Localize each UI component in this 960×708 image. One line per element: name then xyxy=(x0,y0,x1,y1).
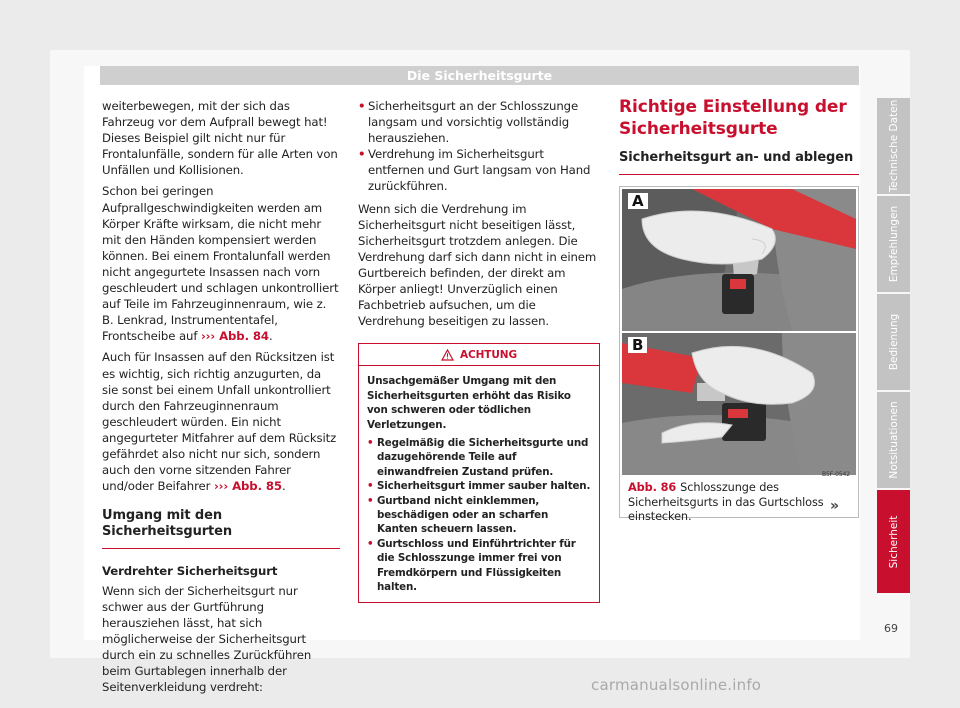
paragraph: weiterbewegen, mit der sich das Fahrzeug vor dem Aufprall bewegt hat! Dieses Beispiel gilt nicht nur für Frontalunfälle, sondern für alle Arten von Unfällen und Kollisionen. xyxy=(102,99,338,178)
bullet-icon: • xyxy=(358,147,366,162)
page-number: 69 xyxy=(884,622,898,635)
figure-code: B5F-0542 xyxy=(821,471,850,478)
tab-technische-daten[interactable]: Technische Daten xyxy=(877,98,910,194)
section-heading: Umgang mit den Sicherheitsgurten xyxy=(102,508,340,549)
figure-panel-b xyxy=(622,333,856,475)
column-middle xyxy=(358,98,600,603)
paragraph: Wenn sich der Sicherheitsgurt nur schwer aus der Gurtführung herausziehen lässt, hat sich möglicherweise der Sicherheitsgurt durch ein zu schnelles Zurückführen beim Gurtablegen innerhalb der Seitenverkleidung verdreht: xyxy=(102,583,312,695)
tab-bedienung[interactable]: Bedienung xyxy=(877,294,910,390)
panel-label: A xyxy=(628,193,648,209)
figure-link-abb-85[interactable]: ››› Abb. 85 xyxy=(213,479,282,494)
subheading: Verdrehter Sicherheitsgurt xyxy=(102,564,278,579)
warning-body xyxy=(359,366,599,602)
list-item: • Regelmäßig die Sicherheitsgurte und dazugehörende Teile auf einwandfreien Zustand prüfen. xyxy=(367,436,589,478)
warning-intro: Unsachgemäßer Umgang mit den Sicherheitsgurten erhöht das Risiko von schweren oder tödlichen Verletzungen. xyxy=(367,375,571,431)
paragraph: Wenn sich die Verdrehung im Sicherheitsgurt nicht beseitigen lässt, Sicherheitsgurt trotzdem anlegen. Die Verdrehung darf sich dann nicht in einem Gurtbereich befinden, der direkt am Körper anliegt! Unverzüglich einen Fachbetrieb aufsuchen, um die Verdrehung beseitigen zu lassen. xyxy=(358,201,597,329)
bullet-icon: • xyxy=(367,494,374,507)
page-header: Die Sicherheitsgurte xyxy=(100,66,859,85)
figure-panel-a xyxy=(622,189,856,331)
figure-link-abb-84[interactable]: ››› Abb. 84 xyxy=(200,329,269,344)
tab-notsituationen[interactable]: Notsituationen xyxy=(877,392,910,488)
list-item: • Sicherheitsgurt immer sauber halten. xyxy=(367,480,591,493)
paragraph: Auch für Insassen auf den Rücksitzen ist es wichtig, sich richtig anzugurten, da sie sonst bei einem Unfall unkontrolliert durch den Fahrzeuginnenraum geschleudert würden. Ein nicht angegurteter Mitfahrer auf dem Rücksitz gefährdet also nicht nur sich, sondern auch den vorne sitzenden Fahrer und/oder Beifahrer ››› Abb. 85. xyxy=(102,350,337,494)
chapter-tabs xyxy=(877,98,910,595)
bullet-icon: • xyxy=(367,436,374,449)
list-item: • Gurtschloss und Einführtrichter für die Schlosszunge immer frei von Fremdkörpern und Flüssigkeiten halten. xyxy=(367,537,576,593)
column-left xyxy=(102,98,340,700)
seatbelt-illustration-b xyxy=(622,333,856,475)
continue-indicator: » xyxy=(830,498,840,514)
paragraph: Schon bei geringen Aufprallgeschwindigkeiten werden am Körper Kräfte wirksam, die nicht mehr mit den Händen kompensiert werden können. Bei einem Frontalunfall werden nicht angegurtete Insassen nach vorn geschleudert und schlagen unkontrolliert auf Teile im Fahrzeuginnenraum, wie z. B. Lenkrad, Instrumententafel, Frontscheibe auf ››› Abb. 84. xyxy=(102,184,339,344)
main-heading: Richtige Einstellung der Sicherheitsgurte xyxy=(619,97,847,139)
figure-abb-86 xyxy=(619,186,859,524)
watermark: carmanualsonline.info xyxy=(591,676,762,694)
bullet-icon: • xyxy=(367,537,374,550)
bullet-icon: • xyxy=(358,99,366,113)
section-heading: Sicherheitsgurt an- und ablegen xyxy=(619,150,859,175)
seatbelt-illustration-a xyxy=(622,189,856,331)
list-item: • Sicherheitsgurt an der Schlosszunge langsam und vorsichtig vollständig herausziehen. xyxy=(358,99,579,146)
list-item: • Verdrehung im Sicherheitsgurt entfernen und Gurt langsam von Hand zurückführen. xyxy=(358,147,591,194)
column-right xyxy=(619,96,859,524)
warning-box xyxy=(358,343,600,603)
figure-caption-label: Abb. 86 xyxy=(628,481,677,495)
tab-empfehlungen[interactable]: Empfehlungen xyxy=(877,196,910,292)
figure-caption: Abb. 86 Schlosszunge des Sicherheitsgurts in das Gurtschloss einstecken. xyxy=(628,481,824,524)
warning-header xyxy=(359,344,599,366)
warning-title: ACHTUNG xyxy=(459,348,517,361)
panel-label: B xyxy=(628,337,647,353)
tab-sicherheit[interactable]: Sicherheit xyxy=(877,490,910,593)
list-item: • Gurtband nicht einklemmen, beschädigen oder an scharfen Kanten scheuern lassen. xyxy=(367,494,549,536)
bullet-icon: • xyxy=(367,480,374,493)
warning-icon xyxy=(441,349,454,361)
